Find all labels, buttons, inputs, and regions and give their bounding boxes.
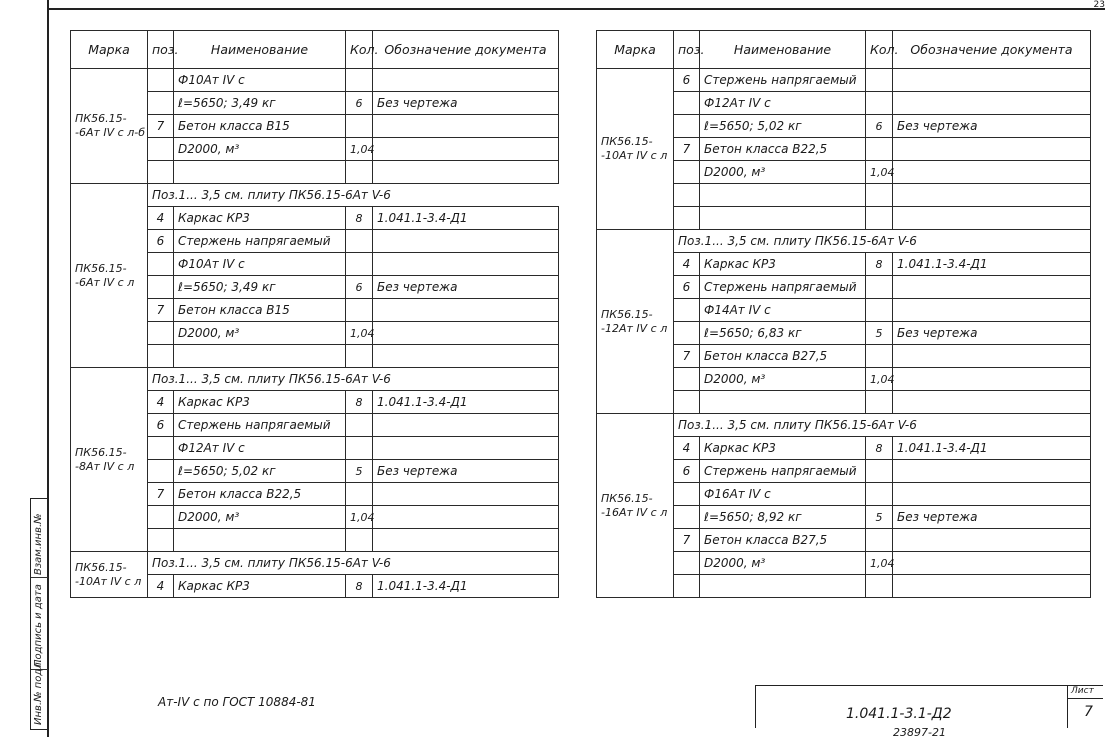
mark-cell: ПК56.15- -6Ат IV с л [71,184,148,368]
name-cell: D2000, м³ [700,368,866,391]
header-row [597,31,1091,69]
mark-cell: ПК56.15- -10Ат IV с л [597,69,674,230]
pos-cell [674,92,700,115]
doc-cell: Без чертежа [373,460,559,483]
doc-cell [373,322,559,345]
qty-cell: 8 [866,437,893,460]
doc-cell: 1.041.1-3.4-Д1 [893,253,1091,276]
header-doc: Обозначение документа [893,31,1091,69]
sidebar-inv-no: Инв.№ подл. [33,659,44,725]
name-cell: Каркас КР3 [700,437,866,460]
qty-cell [866,184,893,207]
name-cell [174,345,346,368]
mark-cell: ПК56.15- -16Ат IV с л [597,414,674,598]
sidebar-sign-date: Подпись и дата [33,584,44,667]
qty-cell [866,138,893,161]
table-row [71,184,559,207]
doc-cell: Без чертежа [893,322,1091,345]
name-cell: ℓ=5650; 6,83 кг [700,322,866,345]
pos-cell: 4 [148,207,174,230]
doc-cell [373,529,559,552]
pos-cell [148,460,174,483]
qty-cell: 1,04 [346,506,373,529]
qty-cell [866,69,893,92]
name-cell: Стержень напрягаемый [700,276,866,299]
name-cell: ℓ=5650; 5,02 кг [174,460,346,483]
name-cell: D2000, м³ [174,506,346,529]
name-cell: Стержень напрягаемый [174,414,346,437]
name-cell: Бетон класса В27,5 [700,345,866,368]
span-note: Поз.1... 3,5 см. плиту ПК56.15-6Ат V-6 [674,230,1091,253]
pos-cell: 6 [674,69,700,92]
doc-cell [373,115,559,138]
header-name: Наименование [174,31,346,69]
footnote: Ат-IV с по ГОСТ 10884-81 [158,695,316,709]
name-cell: Бетон класса В15 [174,299,346,322]
name-cell: Бетон класса В27,5 [700,529,866,552]
span-note: Поз.1... 3,5 см. плиту ПК56.15-6Ат V-6 [148,368,559,391]
document-code: 1.041.1-3.1-Д2 [846,706,952,722]
pos-cell [148,138,174,161]
name-cell [700,575,866,598]
spec-table-right [596,30,1091,598]
qty-cell [346,345,373,368]
doc-cell: Без чертежа [373,92,559,115]
qty-cell [346,161,373,184]
qty-cell [346,529,373,552]
name-cell [700,207,866,230]
qty-cell: 1,04 [866,368,893,391]
pos-cell: 7 [148,483,174,506]
pos-cell [148,322,174,345]
header-doc: Обозначение документа [373,31,559,69]
doc-cell [893,138,1091,161]
qty-cell [866,391,893,414]
header-qty: Кол. [866,31,893,69]
doc-cell: 1.041.1-3.4-Д1 [893,437,1091,460]
pos-cell: 7 [674,138,700,161]
table-row [71,69,559,92]
name-cell: Каркас КР3 [174,391,346,414]
name-cell [174,529,346,552]
doc-cell: 1.041.1-3.4-Д1 [373,207,559,230]
doc-cell [893,92,1091,115]
doc-cell [893,552,1091,575]
frame-top-border [47,8,1105,10]
name-cell: ℓ=5650; 3,49 кг [174,276,346,299]
pos-cell [674,161,700,184]
header-qty: Кол. [346,31,373,69]
doc-cell [893,276,1091,299]
doc-cell [373,299,559,322]
pos-cell [674,368,700,391]
table-row [597,69,1091,92]
pos-cell: 4 [674,253,700,276]
sidebar-cell-inv [31,659,48,727]
pos-cell: 4 [148,391,174,414]
pos-cell [148,92,174,115]
spec-table-left [70,30,559,598]
doc-cell [893,69,1091,92]
pos-cell [674,184,700,207]
mark-cell: ПК56.15- -6Ат IV с л-б [71,69,148,184]
pos-cell [148,69,174,92]
doc-cell [373,437,559,460]
qty-cell [346,115,373,138]
doc-cell [893,483,1091,506]
name-cell: Каркас КР3 [174,575,346,598]
name-cell: Бетон класса В22,5 [700,138,866,161]
qty-cell [866,483,893,506]
qty-cell [866,276,893,299]
doc-cell [373,253,559,276]
name-cell: Ф10Ат IV с [174,253,346,276]
doc-cell [373,161,559,184]
pos-cell: 6 [674,276,700,299]
name-cell: Ф16Ат IV с [700,483,866,506]
pos-cell [674,322,700,345]
corner-number: 23 [1093,0,1105,10]
pos-cell [148,161,174,184]
archive-number: 23897-21 [893,726,946,739]
doc-cell [373,138,559,161]
doc-cell [893,184,1091,207]
doc-cell [893,368,1091,391]
pos-cell [148,345,174,368]
doc-cell [893,345,1091,368]
sheet-number: 7 [1084,704,1093,720]
qty-cell [866,460,893,483]
doc-cell [893,299,1091,322]
qty-cell: 8 [346,391,373,414]
header-name: Наименование [700,31,866,69]
qty-cell: 1,04 [866,161,893,184]
pos-cell [148,529,174,552]
qty-cell [866,92,893,115]
table-row [71,552,559,575]
name-cell: Ф12Ат IV с [174,437,346,460]
header-mark: Марка [71,31,148,69]
name-cell [700,391,866,414]
qty-cell: 6 [346,276,373,299]
name-cell: ℓ=5650; 8,92 кг [700,506,866,529]
header-row [71,31,559,69]
header-pos: поз. [674,31,700,69]
qty-cell [866,345,893,368]
doc-cell: 1.041.1-3.4-Д1 [373,575,559,598]
pos-cell: 4 [674,437,700,460]
pos-cell: 4 [148,575,174,598]
mark-cell: ПК56.15- -8Ат IV с л [71,368,148,552]
doc-cell: Без чертежа [893,115,1091,138]
name-cell: ℓ=5650; 5,02 кг [700,115,866,138]
name-cell [700,184,866,207]
header-pos: поз. [148,31,174,69]
name-cell: Бетон класса В22,5 [174,483,346,506]
pos-cell: 7 [674,345,700,368]
pos-cell [674,391,700,414]
doc-cell [893,391,1091,414]
pos-cell [674,207,700,230]
pos-cell: 6 [674,460,700,483]
qty-cell: 5 [346,460,373,483]
name-cell: Ф10Ат IV с [174,69,346,92]
name-cell [174,161,346,184]
doc-cell [373,345,559,368]
sidebar-replace-inv: Взам.инв.№ [33,513,44,575]
doc-cell [373,230,559,253]
qty-cell: 8 [346,207,373,230]
archive-stamp-sidebar [30,498,48,730]
span-note: Поз.1... 3,5 см. плиту ПК56.15-6Ат V-6 [148,552,559,575]
sidebar-cell-sign [31,577,48,670]
pos-cell: 7 [148,299,174,322]
qty-cell [346,230,373,253]
qty-cell [866,529,893,552]
pos-cell [148,253,174,276]
qty-cell [866,575,893,598]
doc-cell: Без чертежа [893,506,1091,529]
doc-cell [893,207,1091,230]
pos-cell [674,575,700,598]
qty-cell: 8 [346,575,373,598]
sheet-label: Лист [1071,686,1094,696]
pos-cell: 6 [148,230,174,253]
name-cell: Стержень напрягаемый [700,460,866,483]
table-row [71,368,559,391]
sheet-box [1067,686,1103,728]
pos-cell [674,299,700,322]
pos-cell [148,437,174,460]
doc-cell [893,529,1091,552]
doc-cell [893,161,1091,184]
pos-cell [148,506,174,529]
name-cell: Стержень напрягаемый [700,69,866,92]
table-row [597,414,1091,437]
qty-cell: 6 [866,115,893,138]
pos-cell [674,115,700,138]
qty-cell [346,253,373,276]
qty-cell [346,437,373,460]
doc-cell: 1.041.1-3.4-Д1 [373,391,559,414]
doc-cell [373,506,559,529]
doc-cell: Без чертежа [373,276,559,299]
qty-cell [346,483,373,506]
pos-cell [674,483,700,506]
header-mark: Марка [597,31,674,69]
qty-cell: 1,04 [866,552,893,575]
qty-cell [346,299,373,322]
title-block [755,685,1103,728]
qty-cell: 1,04 [346,138,373,161]
pos-cell: 6 [148,414,174,437]
qty-cell [346,414,373,437]
pos-cell: 7 [148,115,174,138]
qty-cell: 5 [866,506,893,529]
doc-cell [373,483,559,506]
name-cell: Бетон класса В15 [174,115,346,138]
name-cell: D2000, м³ [174,322,346,345]
name-cell: Каркас КР3 [700,253,866,276]
name-cell: D2000, м³ [700,161,866,184]
qty-cell: 5 [866,322,893,345]
name-cell: ℓ=5650; 3,49 кг [174,92,346,115]
name-cell: D2000, м³ [700,552,866,575]
name-cell: Ф12Ат IV с [700,92,866,115]
qty-cell [346,69,373,92]
doc-cell [373,69,559,92]
span-note: Поз.1... 3,5 см. плиту ПК56.15-6Ат V-6 [674,414,1091,437]
name-cell: Стержень напрягаемый [174,230,346,253]
pos-cell [674,552,700,575]
name-cell: Каркас КР3 [174,207,346,230]
mark-cell: ПК56.15- -12Ат IV с л [597,230,674,414]
span-note: Поз.1... 3,5 см. плиту ПК56.15-6Ат V-6 [148,184,559,207]
doc-cell [893,460,1091,483]
doc-cell [373,414,559,437]
name-cell: Ф14Ат IV с [700,299,866,322]
sidebar-cell-replace [31,499,48,578]
qty-cell [866,299,893,322]
mark-cell: ПК56.15- -10Ат IV с л [71,552,148,598]
pos-cell: 7 [674,529,700,552]
sheet-divider [1068,698,1103,699]
name-cell: D2000, м³ [174,138,346,161]
qty-cell: 8 [866,253,893,276]
doc-cell [893,575,1091,598]
qty-cell: 6 [346,92,373,115]
table-row [597,230,1091,253]
qty-cell [866,207,893,230]
qty-cell: 1,04 [346,322,373,345]
pos-cell [148,276,174,299]
pos-cell [674,506,700,529]
